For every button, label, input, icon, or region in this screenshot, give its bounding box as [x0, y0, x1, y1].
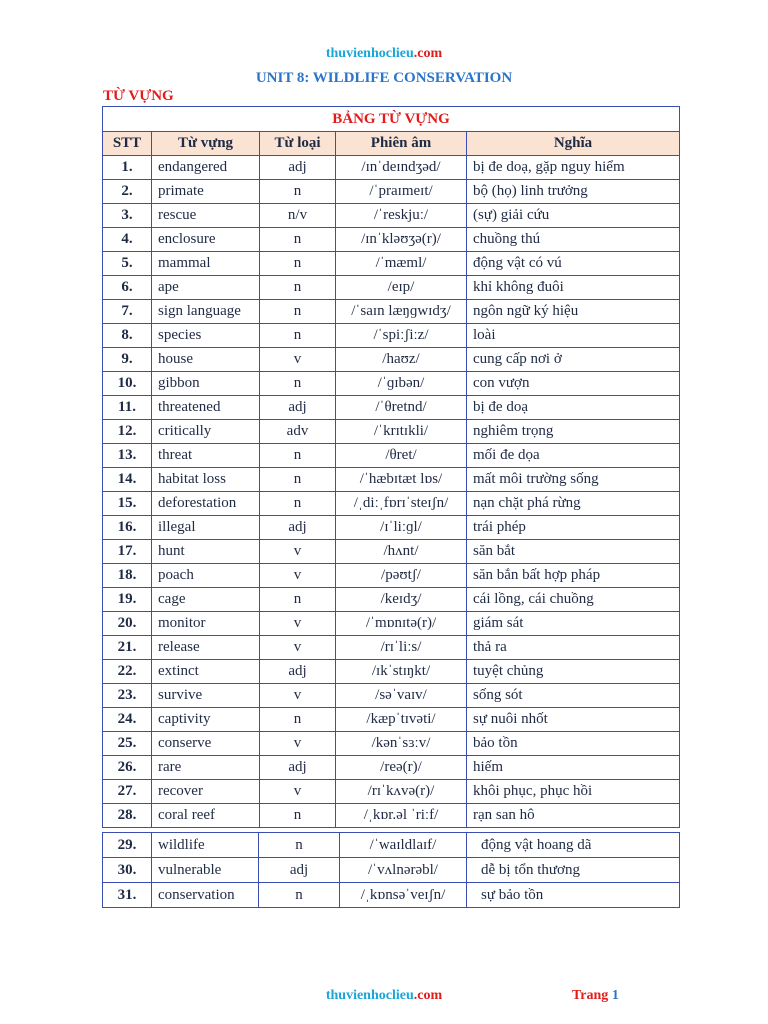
cell-stt: 24. — [103, 708, 152, 732]
cell-word: coral reef — [152, 804, 260, 828]
cell-word: release — [152, 636, 260, 660]
cell-meaning: khôi phục, phục hồi — [467, 780, 680, 804]
cell-meaning: săn bắt — [467, 540, 680, 564]
cell-word: endangered — [152, 156, 260, 180]
cell-word: rescue — [152, 204, 260, 228]
cell-type: n — [260, 228, 336, 252]
table-caption-row — [103, 107, 680, 132]
table-row — [103, 252, 680, 276]
cell-stt: 5. — [103, 252, 152, 276]
cell-ipa: /ˌkɒr.əl ˈriːf/ — [336, 804, 467, 828]
cell-ipa: /ˈreskjuː/ — [336, 204, 467, 228]
cell-type: n — [260, 804, 336, 828]
site-name-part2: .com — [413, 46, 443, 61]
table-row — [103, 516, 680, 540]
cell-stt: 3. — [103, 204, 152, 228]
cell-type: n — [260, 180, 336, 204]
cell-ipa: /ˈmæml/ — [336, 252, 467, 276]
cell-word: threat — [152, 444, 260, 468]
cell-meaning: ngôn ngữ ký hiệu — [467, 300, 680, 324]
cell-type: v — [260, 684, 336, 708]
table-row — [103, 228, 680, 252]
cell-word: deforestation — [152, 492, 260, 516]
cell-stt: 16. — [103, 516, 152, 540]
site-footer — [0, 988, 768, 1004]
cell-word: poach — [152, 564, 260, 588]
table-row — [103, 372, 680, 396]
cell-stt: 21. — [103, 636, 152, 660]
cell-meaning: sống sót — [467, 684, 680, 708]
table-row — [103, 156, 680, 180]
cell-stt: 26. — [103, 756, 152, 780]
cell-ipa: /ˈkrɪtɪkli/ — [336, 420, 467, 444]
cell-ipa: /ɪkˈstɪŋkt/ — [336, 660, 467, 684]
cell-type: n — [260, 588, 336, 612]
cell-type: v — [260, 348, 336, 372]
cell-ipa: /ˌkɒnsəˈveɪʃn/ — [340, 883, 467, 908]
cell-stt: 23. — [103, 684, 152, 708]
table-row — [103, 204, 680, 228]
cell-type: adj — [260, 156, 336, 180]
cell-stt: 30. — [103, 858, 152, 883]
cell-meaning: bị đe doạ, gặp nguy hiểm — [467, 156, 680, 180]
table-caption: BẢNG TỪ VỰNG — [103, 107, 680, 132]
cell-meaning: sự bảo tồn — [467, 883, 680, 908]
table-row — [103, 708, 680, 732]
header-word: Từ vựng — [152, 132, 260, 156]
cell-stt: 15. — [103, 492, 152, 516]
unit-title: UNIT 8: WILDLIFE CONSERVATION — [255, 70, 513, 86]
cell-stt: 27. — [103, 780, 152, 804]
cell-ipa: /haʊz/ — [336, 348, 467, 372]
cell-type: adj — [260, 756, 336, 780]
cell-type: v — [260, 636, 336, 660]
cell-ipa: /ˈsaɪn læŋɡwɪdʒ/ — [336, 300, 467, 324]
cell-word: monitor — [152, 612, 260, 636]
table-row — [103, 883, 680, 908]
header-type: Từ loại — [260, 132, 336, 156]
table-row — [103, 684, 680, 708]
table-row — [103, 780, 680, 804]
vocabulary-table-continued — [102, 832, 680, 908]
cell-type: n — [259, 833, 340, 858]
cell-stt: 17. — [103, 540, 152, 564]
cell-ipa: /θret/ — [336, 444, 467, 468]
table-row — [103, 756, 680, 780]
cell-ipa: /ˈspiːʃiːz/ — [336, 324, 467, 348]
cell-ipa: /kæpˈtɪvəti/ — [336, 708, 467, 732]
table-row — [103, 180, 680, 204]
header-stt: STT — [103, 132, 152, 156]
cell-ipa: /ˈmɒnɪtə(r)/ — [336, 612, 467, 636]
cell-ipa: /rɪˈkʌvə(r)/ — [336, 780, 467, 804]
table-row — [103, 564, 680, 588]
cell-ipa: /ɪˈliːɡl/ — [336, 516, 467, 540]
cell-stt: 8. — [103, 324, 152, 348]
cell-stt: 29. — [103, 833, 152, 858]
cell-word: habitat loss — [152, 468, 260, 492]
cell-type: n — [260, 708, 336, 732]
cell-word: rare — [152, 756, 260, 780]
cell-word: illegal — [152, 516, 260, 540]
cell-type: adj — [260, 516, 336, 540]
page-label: Trang — [572, 988, 609, 1003]
cell-stt: 28. — [103, 804, 152, 828]
cell-ipa: /ˈwaɪldlaɪf/ — [340, 833, 467, 858]
cell-word: mammal — [152, 252, 260, 276]
cell-ipa: /eɪp/ — [336, 276, 467, 300]
cell-word: recover — [152, 780, 260, 804]
table-row — [103, 660, 680, 684]
cell-meaning: động vật có vú — [467, 252, 680, 276]
site-header — [0, 46, 768, 62]
table-row — [103, 612, 680, 636]
cell-word: wildlife — [152, 833, 259, 858]
cell-type: adj — [259, 858, 340, 883]
cell-meaning: nghiêm trọng — [467, 420, 680, 444]
cell-meaning: rạn san hô — [467, 804, 680, 828]
cell-type: n/v — [260, 204, 336, 228]
cell-meaning: mối đe dọa — [467, 444, 680, 468]
cell-stt: 22. — [103, 660, 152, 684]
cell-word: sign language — [152, 300, 260, 324]
site-name-part1: thuvienhoclieu — [325, 46, 414, 61]
cell-meaning: (sự) giải cứu — [467, 204, 680, 228]
section-title: TỪ VỰNG — [103, 88, 174, 104]
cell-stt: 19. — [103, 588, 152, 612]
cell-type: adj — [260, 396, 336, 420]
table-row — [103, 444, 680, 468]
cell-ipa: /ˈhæbɪtæt lɒs/ — [336, 468, 467, 492]
cell-meaning: thả ra — [467, 636, 680, 660]
cell-stt: 13. — [103, 444, 152, 468]
cell-meaning: con vượn — [467, 372, 680, 396]
cell-stt: 18. — [103, 564, 152, 588]
table-row — [103, 324, 680, 348]
cell-type: v — [260, 780, 336, 804]
cell-type: n — [260, 300, 336, 324]
cell-meaning: chuồng thú — [467, 228, 680, 252]
cell-meaning: động vật hoang dã — [467, 833, 680, 858]
cell-type: adj — [260, 660, 336, 684]
cell-word: ape — [152, 276, 260, 300]
cell-ipa: /rɪˈliːs/ — [336, 636, 467, 660]
cell-type: n — [260, 492, 336, 516]
cell-meaning: tuyệt chủng — [467, 660, 680, 684]
cell-meaning: cung cấp nơi ở — [467, 348, 680, 372]
cell-word: captivity — [152, 708, 260, 732]
cell-stt: 2. — [103, 180, 152, 204]
cell-word: gibbon — [152, 372, 260, 396]
table-row — [103, 396, 680, 420]
cell-stt: 11. — [103, 396, 152, 420]
cell-meaning: bộ (họ) linh trưởng — [467, 180, 680, 204]
cell-ipa: /ˈpraɪmeɪt/ — [336, 180, 467, 204]
cell-meaning: hiếm — [467, 756, 680, 780]
table-header-row — [103, 132, 680, 156]
cell-word: survive — [152, 684, 260, 708]
cell-type: n — [259, 883, 340, 908]
cell-word: house — [152, 348, 260, 372]
cell-word: enclosure — [152, 228, 260, 252]
cell-meaning: dễ bị tổn thương — [467, 858, 680, 883]
cell-type: n — [260, 252, 336, 276]
cell-type: adv — [260, 420, 336, 444]
cell-meaning: trái phép — [467, 516, 680, 540]
cell-ipa: /keɪdʒ/ — [336, 588, 467, 612]
cell-type: n — [260, 372, 336, 396]
table-row — [103, 588, 680, 612]
cell-type: n — [260, 324, 336, 348]
cell-meaning: sự nuôi nhốt — [467, 708, 680, 732]
cell-meaning: bị đe doạ — [467, 396, 680, 420]
cell-ipa: /səˈvaɪv/ — [336, 684, 467, 708]
cell-stt: 7. — [103, 300, 152, 324]
header-meaning: Nghĩa — [467, 132, 680, 156]
table-row — [103, 636, 680, 660]
cell-ipa: /reə(r)/ — [336, 756, 467, 780]
cell-stt: 25. — [103, 732, 152, 756]
cell-stt: 10. — [103, 372, 152, 396]
cell-type: n — [260, 468, 336, 492]
cell-stt: 9. — [103, 348, 152, 372]
footer-site-part1: thuvienhoclieu — [325, 988, 414, 1003]
cell-ipa: /ɪnˈkləʊʒə(r)/ — [336, 228, 467, 252]
table-row — [103, 858, 680, 883]
page-number — [572, 988, 619, 1004]
cell-word: species — [152, 324, 260, 348]
cell-meaning: mất môi trường sống — [467, 468, 680, 492]
table-row — [103, 804, 680, 828]
footer-site-part2: .com — [413, 988, 443, 1003]
cell-type: v — [260, 732, 336, 756]
cell-ipa: /hʌnt/ — [336, 540, 467, 564]
table-row — [103, 348, 680, 372]
table-row — [103, 420, 680, 444]
cell-word: extinct — [152, 660, 260, 684]
cell-stt: 12. — [103, 420, 152, 444]
cell-ipa: /ˈvʌlnərəbl/ — [340, 858, 467, 883]
cell-word: conservation — [152, 883, 259, 908]
cell-meaning: săn bắn bất hợp pháp — [467, 564, 680, 588]
cell-stt: 31. — [103, 883, 152, 908]
cell-meaning: loài — [467, 324, 680, 348]
cell-stt: 4. — [103, 228, 152, 252]
cell-type: n — [260, 444, 336, 468]
cell-word: conserve — [152, 732, 260, 756]
cell-type: v — [260, 564, 336, 588]
cell-stt: 14. — [103, 468, 152, 492]
table-row — [103, 468, 680, 492]
cell-word: critically — [152, 420, 260, 444]
cell-ipa: /ˌdiːˌfɒrɪˈsteɪʃn/ — [336, 492, 467, 516]
cell-word: vulnerable — [152, 858, 259, 883]
vocabulary-table — [102, 106, 680, 828]
cell-ipa: /ɪnˈdeɪndʒəd/ — [336, 156, 467, 180]
table-row — [103, 540, 680, 564]
cell-type: v — [260, 612, 336, 636]
cell-type: n — [260, 276, 336, 300]
cell-ipa: /kənˈsɜːv/ — [336, 732, 467, 756]
cell-ipa: /ˈɡɪbən/ — [336, 372, 467, 396]
table-row — [103, 300, 680, 324]
cell-meaning: cái lồng, cái chuồng — [467, 588, 680, 612]
cell-type: v — [260, 540, 336, 564]
cell-ipa: /pəʊtʃ/ — [336, 564, 467, 588]
header-ipa: Phiên âm — [336, 132, 467, 156]
table-row — [103, 833, 680, 858]
cell-meaning: khỉ không đuôi — [467, 276, 680, 300]
cell-stt: 6. — [103, 276, 152, 300]
cell-meaning: nạn chặt phá rừng — [467, 492, 680, 516]
cell-stt: 1. — [103, 156, 152, 180]
cell-stt: 20. — [103, 612, 152, 636]
table-row — [103, 492, 680, 516]
cell-word: threatened — [152, 396, 260, 420]
page-number-value: 1 — [611, 988, 619, 1003]
table-row — [103, 732, 680, 756]
cell-word: cage — [152, 588, 260, 612]
cell-meaning: bảo tồn — [467, 732, 680, 756]
cell-word: primate — [152, 180, 260, 204]
cell-meaning: giám sát — [467, 612, 680, 636]
table-row — [103, 276, 680, 300]
cell-word: hunt — [152, 540, 260, 564]
cell-ipa: /ˈθretnd/ — [336, 396, 467, 420]
